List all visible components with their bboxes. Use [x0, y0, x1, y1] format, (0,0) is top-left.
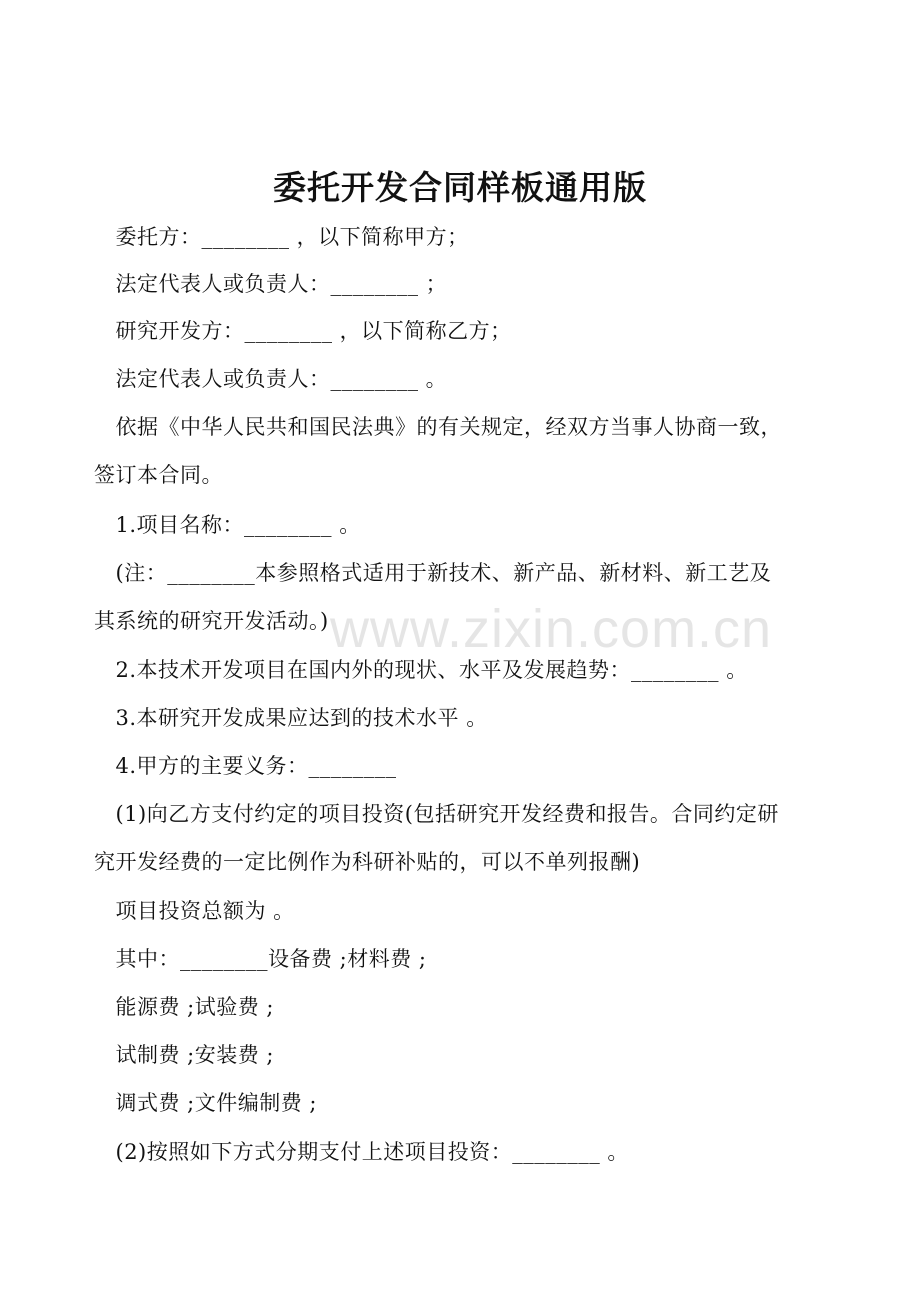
clause-line: 究开发经费的一定比例作为科研补贴的，可以不单列报酬)	[94, 850, 641, 874]
clause-line: 法定代表人或负责人：________ ；	[94, 272, 448, 296]
clause-line: 项目投资总额为 。	[94, 899, 295, 923]
clause-line: 研究开发方：________ ，以下简称乙方；	[94, 319, 512, 343]
clause-line: 4.甲方的主要义务：________	[94, 754, 397, 778]
clause-line: 试制费 ;安装费 ;	[94, 1043, 275, 1067]
clause-line: 其系统的研究开发活动。)	[94, 609, 329, 633]
document-title: 委托开发合同样板通用版	[273, 168, 647, 207]
clause-line: 签订本合同。	[94, 463, 223, 487]
clause-line: 能源费 ;试验费 ;	[94, 995, 275, 1019]
clause-line: 调式费 ;文件编制费 ;	[94, 1091, 318, 1115]
clause-line: (1)向乙方支付约定的项目投资(包括研究开发经费和报告。合同约定研	[94, 802, 779, 826]
clause-line: 委托方：________ ，以下简称甲方；	[94, 225, 469, 249]
clause-line: 3.本研究开发成果应达到的技术水平 。	[94, 706, 488, 730]
watermark: www.zixin.com.cn	[330, 599, 773, 659]
clause-line: (2)按照如下方式分期支付上述项目投资：________ 。	[94, 1140, 629, 1164]
clause-line: 2.本技术开发项目在国内外的现状、水平及发展趋势：________ 。	[94, 658, 748, 682]
clause-line: 1.项目名称：________ 。	[94, 513, 361, 537]
clause-line: 依据《中华人民共和国民法典》的有关规定，经双方当事人协商一致，	[94, 415, 782, 439]
clause-line: 法定代表人或负责人：________ 。	[94, 367, 448, 391]
clause-line: 其中：________设备费 ;材料费 ;	[94, 947, 427, 971]
clause-line: (注：________本参照格式适用于新技术、新产品、新材料、新工艺及	[94, 561, 772, 585]
